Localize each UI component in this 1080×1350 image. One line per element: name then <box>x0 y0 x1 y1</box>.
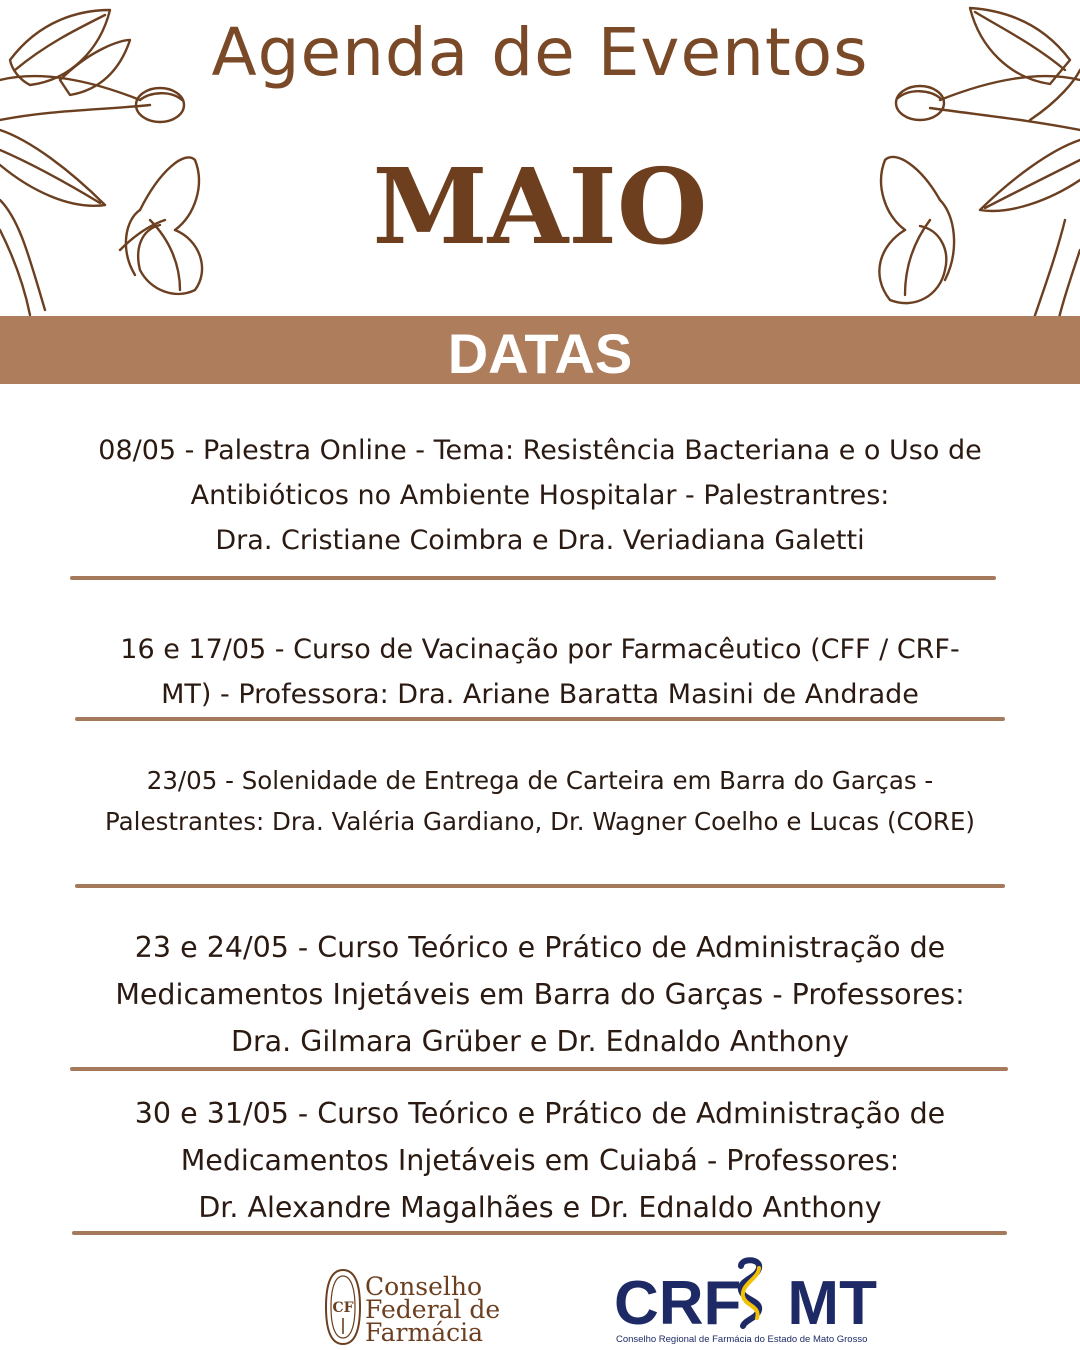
event-line: 16 e 17/05 - Curso de Vacinação por Farmacêutico (CFF / CRF- <box>120 634 960 665</box>
crf-caption: Conselho Regional de Farmácia do Estado de Mato Grosso <box>616 1334 868 1345</box>
event-line: 23 e 24/05 - Curso Teórico e Prático de Administração de <box>134 931 946 964</box>
event-item <box>60 924 1020 1065</box>
event-line: Medicamentos Injetáveis em Barra do Garças - Professores: <box>115 978 965 1011</box>
event-item <box>60 760 1020 842</box>
event-line: Dra. Cristiane Coimbra e Dra. Veriadiana Galetti <box>215 525 865 556</box>
cff-logo-emblem <box>322 1268 364 1346</box>
crf-left: CRF <box>614 1269 742 1338</box>
event-line: Palestrantes: Dra. Valéria Gardiano, Dr. Wagner Coelho e Lucas (CORE) <box>105 807 975 836</box>
crf-right: MT <box>787 1269 877 1338</box>
event-item <box>60 627 1020 717</box>
caduceus-icon <box>727 1256 773 1332</box>
divider <box>72 1231 1007 1235</box>
section-label: DATAS <box>447 322 633 385</box>
divider <box>75 884 1005 888</box>
event-line: Medicamentos Injetáveis em Cuiabá - Professores: <box>180 1144 900 1177</box>
divider <box>75 717 1005 721</box>
event-item <box>60 428 1020 563</box>
event-line: Dra. Gilmara Grüber e Dr. Ednaldo Anthony <box>231 1025 849 1058</box>
event-line: 30 e 31/05 - Curso Teórico e Prático de Administração de <box>134 1097 946 1130</box>
cff-line: Farmácia <box>365 1318 484 1347</box>
cff-line: Federal de <box>365 1295 501 1324</box>
divider <box>70 1067 1008 1071</box>
section-band <box>0 316 1080 384</box>
event-line: Antibióticos no Ambiente Hospitalar - Palestrantres: <box>190 480 890 511</box>
divider <box>70 576 996 580</box>
event-line: MT) - Professora: Dra. Ariane Baratta Masini de Andrade <box>161 679 919 710</box>
event-line: 23/05 - Solenidade de Entrega de Carteira em Barra do Garças - <box>146 766 934 795</box>
event-line: 08/05 - Palestra Online - Tema: Resistência Bacteriana e o Uso de <box>98 435 982 466</box>
page-title: Agenda de Eventos <box>211 14 869 91</box>
month-heading: MAIO <box>372 145 708 268</box>
event-item <box>60 1090 1020 1231</box>
cff-monogram: CF <box>332 1300 354 1316</box>
event-line: Dr. Alexandre Magalhães e Dr. Ednaldo Anthony <box>198 1191 882 1224</box>
cff-logo-text <box>365 1272 501 1347</box>
cff-line: Conselho <box>365 1272 483 1301</box>
